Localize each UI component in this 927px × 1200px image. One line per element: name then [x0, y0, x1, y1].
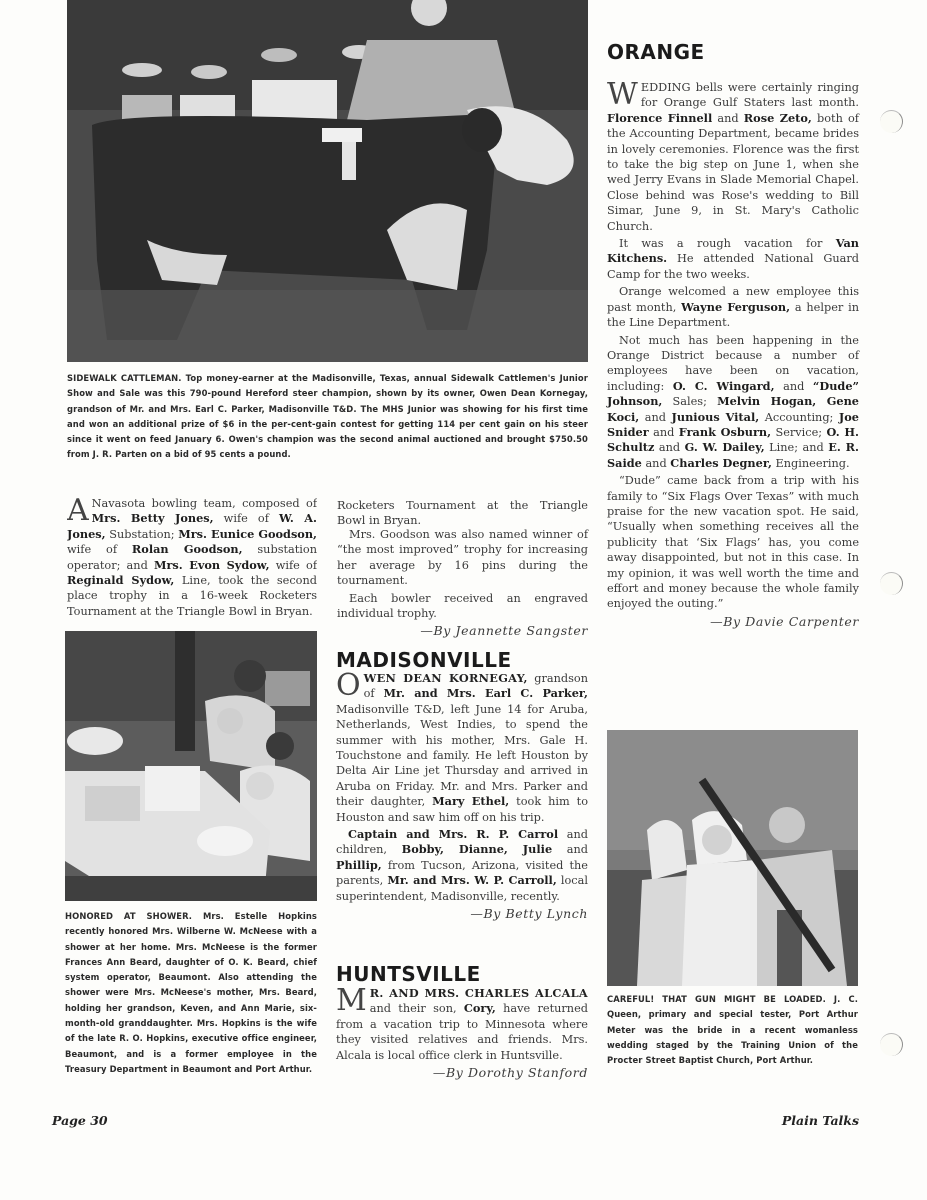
- byline-orange: —By Davie Carpenter: [710, 613, 859, 629]
- dropcap: M: [336, 983, 367, 1018]
- caption-lead: HONORED AT SHOWER.: [65, 911, 193, 921]
- bold-name: Mr. and Mrs. Earl C. Parker,: [383, 686, 588, 701]
- orange-paragraph-5: “Dude” came back from a trip with his family to “Six Flags Over Texas” with much praise for the new vacation spot. He said, “Usually when something receives all the publicity that ‘Six Flags’ has, you come away disappointed, but not in this case. In my opinion, it was well worth the time and effort and money because the whole family enjoyed the outing.”: [607, 474, 859, 611]
- navasota-paragraph-1-continued: Rocketers Tournament at the Triangle Bowl in Bryan.: [337, 499, 588, 527]
- bold-name: Charles Degner,: [670, 455, 772, 470]
- byline-navasota: —By Jeannette Sangster: [420, 623, 588, 639]
- bold-name: Bobby, Dianne, Julie: [401, 842, 553, 857]
- navasota-paragraph-2: Mrs. Goodson was also named winner of “the most improved” trophy for increasing her average by 16 pins during the tournament.: [337, 528, 588, 588]
- bold-name: Mrs. Evon Sydow,: [153, 557, 270, 572]
- photo-honored-at-shower: [65, 631, 317, 901]
- bold-name: Mr. and Mrs. W. P. Carroll,: [387, 873, 557, 888]
- lead-words: EDDING: [640, 81, 691, 94]
- caption-lead: SIDEWALK CATTLEMAN.: [67, 373, 182, 383]
- bold-name: Rolan Goodson,: [131, 542, 243, 557]
- hole-punch-mark: [880, 110, 903, 133]
- dropcap: A: [67, 496, 89, 528]
- bold-name: Florence Finnell: [607, 110, 713, 125]
- navasota-paragraph-3: Each bowler received an engraved individual trophy.: [337, 591, 588, 621]
- heading-huntsville: HUNTSVILLE: [336, 962, 481, 986]
- caption-sidewalk-cattleman: [67, 371, 588, 463]
- huntsville-paragraph-1: and their son, Cory, have returned from a vacation trip to Minnesota where they visited relatives and friends. Mrs. Alcala is local office clerk in Huntsville.: [336, 1001, 588, 1062]
- caption-text: J. C. Queen, primary and special tester, Port Arthur Meter was the bride in a recent womanless wedding staged by the Training Union of the Procter Street Baptist Church, Port Arthur.: [607, 994, 858, 1066]
- bold-name: O. C. Wingard,: [672, 378, 775, 393]
- bold-name: Rose Zeto,: [743, 110, 812, 125]
- article-navasota-col2: [337, 496, 588, 639]
- bold-name: E. R. Saide: [607, 440, 859, 470]
- bold-name: Mary Ethel,: [432, 794, 510, 809]
- caption-womanless-wedding: [607, 992, 858, 1068]
- orange-paragraph-4: Not much has been happening in the Orange District because a number of employees have been on vacation, including: O. C. Wingard, and “Dude” Johnson, Sales; Melvin Hogan, Gene Koci, and Junious Vital, Accounting; Joe Snider and Frank Osburn, Service; O. H. Schultz and G. W. Dailey, Line; and E. R. Saide and Charles Degner, Engineering.: [607, 333, 859, 470]
- caption-lead: CAREFUL! THAT GUN MIGHT BE LOADED.: [607, 994, 826, 1004]
- steer-photo-illustration: [67, 0, 588, 362]
- bold-name: Mrs. Betty Jones,: [91, 511, 214, 526]
- caption-text: Mrs. Estelle Hopkins recently honored Mrs. Wilberne W. McNeese with a shower at her home. Mrs. McNeese is the former Frances Ann Beard, daughter of O. K. Beard, chief system operator, Beaumont. Also attending the shower were Mrs. McNeese's mother, Mrs. Beard, holding her grandson, Keven, and Ann Marie, six-month-old granddaughter. Mrs. Hopkins is the wife of the late R. O. Hopkins, executive office engineer, Beaumont, and is a former employee in the Treasury Department in Beaumont and Port Arthur.: [65, 911, 317, 1074]
- article-orange: [607, 77, 859, 629]
- bold-name: G. W. Dailey,: [684, 440, 765, 455]
- photo-sidewalk-cattleman: [67, 0, 588, 362]
- bold-name: Melvin Hogan, Gene Koci,: [607, 394, 859, 424]
- navasota-paragraph-1: Navasota bowling team, composed of Mrs. Betty Jones, wife of W. A. Jones, Substation; Mrs. Eunice Goodson, wife of Rolan Goodson, substation operator; and Mrs. Evon Sydow, wife of Reginald Sydow, Line, took the second place trophy in a 16-week Rocketers Tournament at the Triangle Bowl in Bryan.: [67, 497, 317, 618]
- heading-orange: ORANGE: [607, 40, 705, 64]
- page-number: Page 30: [52, 1113, 108, 1128]
- byline-huntsville: —By Dorothy Stanford: [432, 1065, 588, 1081]
- caption-text: Top money-earner at the Madisonville, Texas, annual Sidewalk Cattlemen's Junior Show and Sale was this 790-pound Hereford steer champion, shown by its owner, Owen Dean Kornegay, grandson of Mr. and Mrs. Earl C. Parker, Madisonville T&D. The MHS Junior was showing for his first time and won an additional prize of $6 in the per-cent-gain contest for getting 114 per cent gain on his steer since it went on feed January 6. Owen's champion was the second animal auctioned and brought $750.50 from J. R. Parten on a bid of 95 cents a pound.: [67, 373, 588, 460]
- article-navasota-col1: [67, 496, 317, 620]
- lead-words: WEN DEAN KORNEGAY,: [363, 671, 528, 685]
- lead-words: R. AND MRS. CHARLES ALCALA: [369, 986, 588, 1000]
- orange-paragraph-1: bells were certainly ringing for Orange Gulf Staters last month. Florence Finnell and Rose Zeto, both of the Accounting Department, became brides in lovely ceremonies. Florence was the first to take the big step on June 1, when she wed Jerry Evans in Slade Memorial Chapel. Close behind was Rose's wedding to Bill Simar, June 9, in St. Mary's Catholic Church.: [607, 81, 859, 233]
- article-madisonville: [336, 668, 589, 922]
- bold-name: W. A. Jones,: [67, 511, 317, 541]
- dropcap: O: [336, 668, 361, 703]
- bold-name: O. H. Schultz: [607, 424, 859, 455]
- article-huntsville: [336, 983, 588, 1081]
- bold-name: Van Kitchens.: [607, 236, 859, 266]
- orange-paragraph-3: Orange welcomed a new employee this past month, Wayne Ferguson, a helper in the Line Department.: [607, 285, 859, 330]
- caption-honored-at-shower: [65, 909, 317, 1077]
- photo-womanless-wedding: [607, 730, 858, 986]
- wedding-photo-illustration: [607, 730, 858, 986]
- bold-name: “Dude” Johnson,: [607, 378, 859, 409]
- bold-name: Captain and Mrs. R. P. Carrol: [348, 827, 559, 842]
- bold-name: Reginald Sydow,: [67, 573, 175, 588]
- orange-paragraph-2: It was a rough vacation for Van Kitchens. He attended National Guard Camp for the two weeks.: [607, 236, 859, 281]
- madisonville-paragraph-1: grandson of Mr. and Mrs. Earl C. Parker, Madisonville T&D, left June 14 for Aruba, Netherlands, West Indies, to spend the summer with his mother, Mrs. Gale H. Touchstone and family. He left Houston by Delta Air Line jet Thursday and arrived in Aruba on Friday. Mr. and Mrs. Parker and their daughter, Mary Ethel, took him to Houston and saw him off on his trip.: [336, 672, 589, 824]
- bold-name: Mrs. Eunice Goodson,: [178, 526, 317, 541]
- bold-name: Cory,: [463, 1001, 496, 1016]
- publication-name: Plain Talks: [781, 1113, 859, 1128]
- dropcap: W: [607, 77, 638, 112]
- bold-name: Junious Vital,: [671, 409, 760, 424]
- madisonville-paragraph-2: Captain and Mrs. R. P. Carrol and children, Bobby, Dianne, Julie and Phillip, from Tucson, Arizona, visited the parents, Mr. and Mrs. W. P. Carroll, local superintendent, Madisonville, recently.: [336, 827, 588, 903]
- shower-photo-illustration: [65, 631, 317, 901]
- hole-punch-mark: [880, 1033, 903, 1056]
- bold-name: Frank Osburn,: [678, 424, 772, 439]
- byline-madisonville: —By Betty Lynch: [470, 906, 588, 922]
- bold-name: Wayne Ferguson,: [681, 299, 791, 314]
- hole-punch-mark: [880, 572, 903, 595]
- bold-name: Joe Snider: [607, 409, 859, 439]
- heading-madisonville: MADISONVILLE: [336, 648, 512, 672]
- bold-name: Phillip,: [336, 857, 382, 872]
